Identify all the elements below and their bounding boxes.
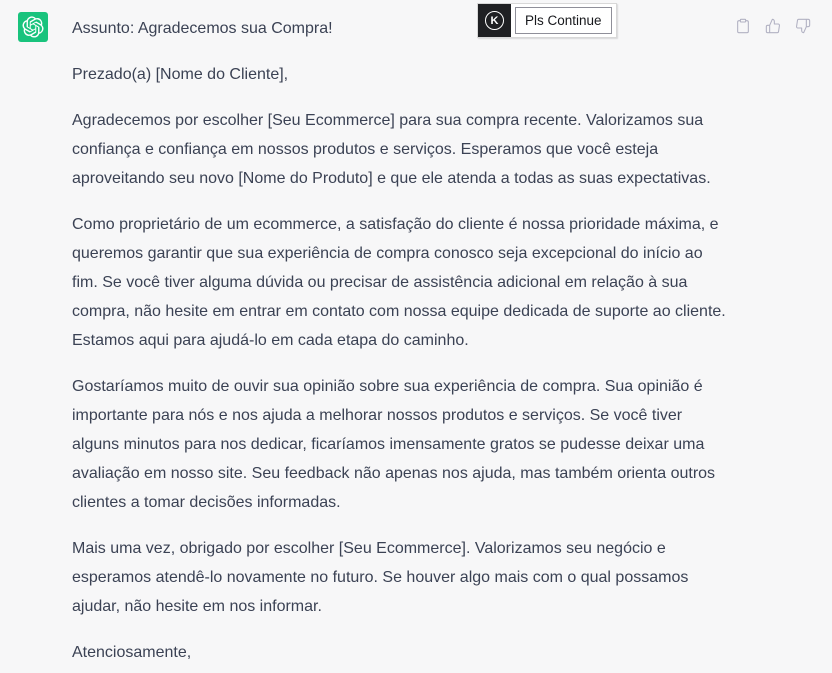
message-paragraph: Gostaríamos muito de ouvir sua opinião sobre sua experiência de compra. Sua opinião é importante para nós e nos ajuda a melhorar nossos produtos e serviços. Se você tiver alguns minutos para nos dedicar, ficaríamos imensamente gratos se pudesse deixar uma avaliação em nosso site. Seu feedback não apenas nos ajuda, mas também orienta outros clientes a tomar decisões informadas. [72,378,716,511]
thumbs-down-icon [795,18,811,34]
message-paragraph: Assunto: Agradecemos sua Compra! [72,20,333,37]
thumbs-up-icon [765,18,781,34]
assistant-avatar [18,12,48,42]
message-content [72,14,732,673]
message-actions [734,17,812,35]
thumbs-down-button[interactable] [794,17,812,35]
message-paragraph: Atenciosamente, [72,644,192,661]
message-paragraph: Prezado(a) [Nome do Cliente], [72,66,289,83]
message-paragraph: Agradecemos por escolher [Seu Ecommerce] para sua compra recente. Valorizamos sua confiança e confiança em nossos produtos e serviços. Esperamos que você esteja aproveitando seu novo [Nome do Produto] e que ele atenda a todas as suas expectativas. [72,112,711,187]
pls-continue-widget [477,3,617,38]
message-paragraph: Como proprietário de um ecommerce, a satisfação do cliente é nossa prioridade máxima, e queremos garantir que sua experiência de compra conosco seja excepcional do início ao fim. Se você tiver alguma dúvida ou precisar de assistência adicional em relação à sua compra, não hesite em entrar em contato com nossa equipe dedicada de suporte ao cliente. Estamos aqui para ajudá-lo em cada etapa do caminho. [72,216,726,349]
k-circle-icon: K [485,11,504,30]
message-paragraph: Mais uma vez, obrigado por escolher [Seu Ecommerce]. Valorizamos seu negócio e esperamos atendê-lo novamente no futuro. Se houver algo mais com o qual possamos ajudar, não hesite em nos informar. [72,540,689,615]
openai-logo-icon [22,16,44,38]
copy-icon [735,18,751,34]
copy-button[interactable] [734,17,752,35]
k-badge-icon[interactable] [478,4,511,37]
pls-continue-button[interactable]: Pls Continue [515,7,612,34]
thumbs-up-button[interactable] [764,17,782,35]
